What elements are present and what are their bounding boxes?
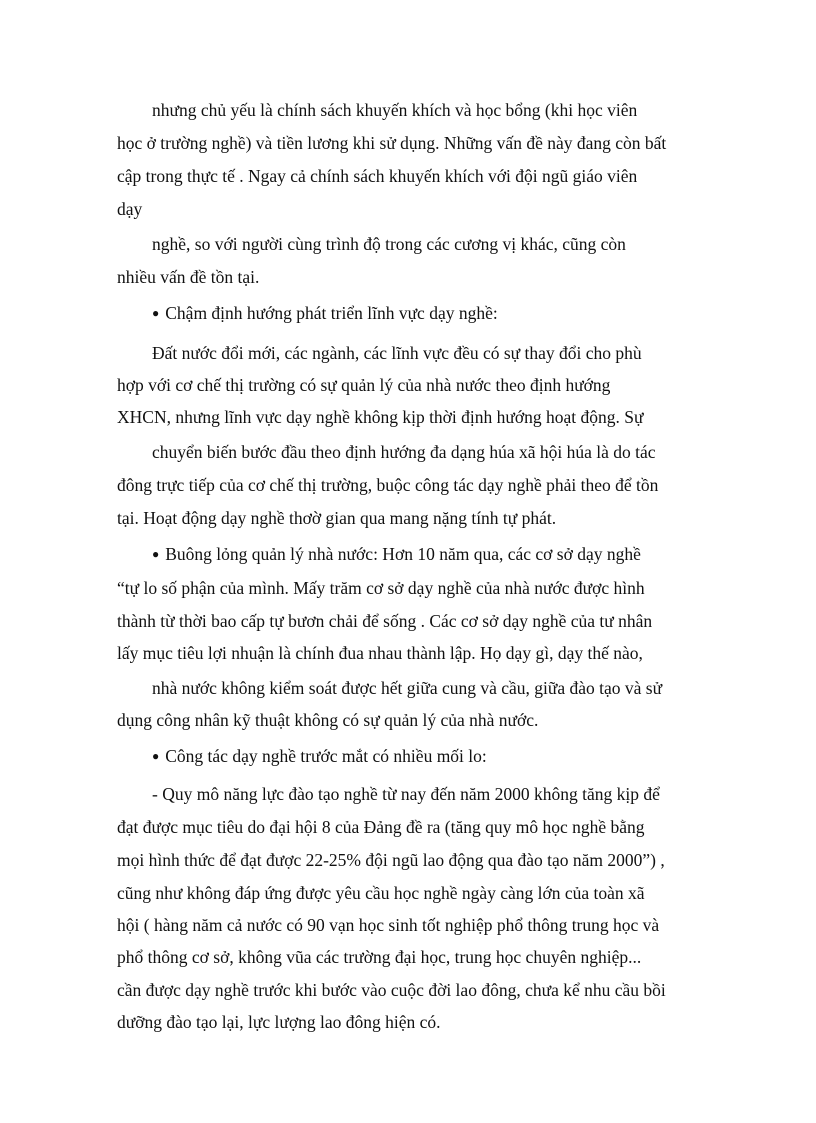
text-line-27: cần được dạy nghề trước khi bước vào cuộc đời lao đông, chưa kể nhu cầu bồi (117, 980, 666, 1000)
text-line-25: hội ( hàng năm cả nước có 90 vạn học sinh tốt nghiệp phổ thông trung học và (117, 915, 660, 935)
text-line-18: nhà nước không kiểm soát được hết giữa cung và cầu, giữa đào tạo và sử (152, 678, 663, 698)
text-line-24: cũng như không đáp ứng được yêu cầu học nghề ngày càng lớn của toàn xã (117, 883, 645, 903)
text-line-1: nhưng chủ yếu là chính sách khuyến khích và học bổng (khi học viên (152, 100, 638, 120)
text-line-28: dưỡng đào tạo lại, lực lượng lao đông hiện có. (117, 1012, 441, 1032)
text-line-16: thành từ thời bao cấp tự bươn chải để sống . Các cơ sở dạy nghề của tư nhân (117, 611, 653, 631)
text-line-17: lấy mục tiêu lợi nhuận là chính đua nhau thành lập. Họ dạy gì, dạy thế nào, (117, 643, 643, 663)
bullet-heading-text: Chậm định hướng phát triển lĩnh vực dạy nghề: (165, 303, 498, 323)
bullet-heading-text: Công tác dạy nghề trước mắt có nhiều mối lo: (165, 746, 487, 766)
text-line-5: nghề, so với người cùng trình độ trong các cương vị khác, cũng còn (152, 234, 626, 254)
text-line-9: hợp với cơ chế thị trường có sự quản lý của nhà nước theo định hướng (117, 375, 611, 395)
bullet-heading-1 (152, 302, 498, 324)
bullet-icon: ● (152, 306, 160, 320)
text-line-22: đạt được mục tiêu do đại hội 8 của Đảng đề ra (tăng quy mô học nghề bằng (117, 817, 645, 837)
text-line-23: mọi hình thức để đạt được 22-25% đội ngũ lao động qua đào tạo năm 2000”) , (117, 850, 665, 870)
text-line-26: phổ thông cơ sở, không vũa các trường đại học, trung học chuyên nghiệp... (117, 947, 642, 967)
bullet-icon: ● (152, 749, 160, 763)
text-line-21: - Quy mô năng lực đào tạo nghề từ nay đến năm 2000 không tăng kịp để (152, 784, 660, 804)
text-line-2: học ở trường nghề) và tiền lương khi sử dụng. Những vấn đề này đang còn bất (117, 133, 667, 153)
bullet-icon: ● (152, 547, 160, 561)
text-line-12: đông trực tiếp của cơ chế thị trường, buộc công tác dạy nghề phải theo để tồn (117, 475, 659, 495)
bullet-heading-text: Buông lỏng quản lý nhà nước: Hơn 10 năm qua, các cơ sở dạy nghề (165, 544, 641, 564)
bullet-heading-3 (152, 745, 487, 767)
text-line-10: XHCN, nhưng lĩnh vực dạy nghề không kịp thời định hướng hoạt động. Sự (117, 407, 644, 427)
text-line-15: “tự lo số phận của mình. Mấy trăm cơ sở dạy nghề của nhà nước được hình (117, 578, 645, 598)
text-line-4: dạy (117, 199, 143, 219)
text-line-3: cập trong thực tế . Ngay cả chính sách khuyến khích với đội ngũ giáo viên (117, 166, 638, 186)
text-line-13: tại. Hoạt động dạy nghề thơờ gian qua mang nặng tính tự phát. (117, 508, 557, 528)
text-line-6: nhiều vấn đề tồn tại. (117, 267, 260, 287)
text-line-11: chuyển biến bước đầu theo định hướng đa dạng húa xã hội húa là do tác (152, 442, 656, 462)
bullet-heading-2 (152, 543, 641, 565)
text-line-19: dụng công nhân kỹ thuật không có sự quản lý của nhà nước. (117, 710, 539, 730)
text-line-8: Đất nước đổi mới, các ngành, các lĩnh vực đều có sự thay đổi cho phù (152, 343, 642, 363)
